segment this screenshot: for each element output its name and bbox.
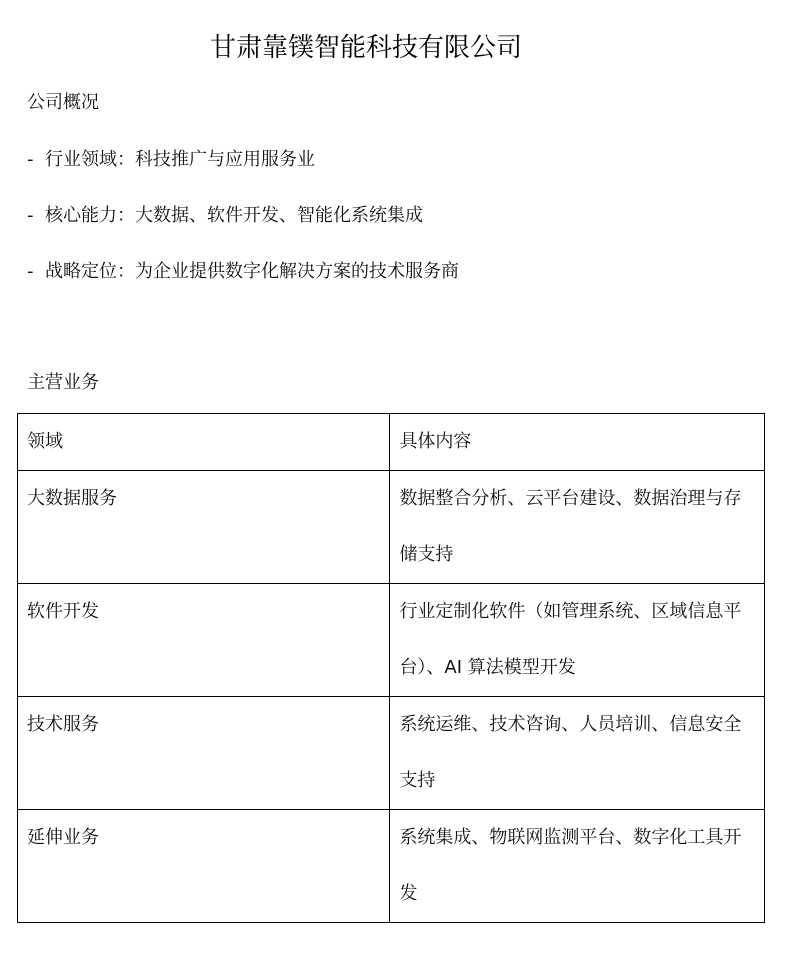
document-title: 甘肃靠镤智能科技有限公司 — [209, 33, 522, 63]
business-table — [17, 413, 765, 923]
overview-item-strategy — [27, 258, 459, 286]
table-cell-domain: 软件开发 — [18, 584, 390, 697]
table-cell-content: 系统集成、物联网监测平台、数字化工具开发 — [390, 810, 765, 923]
table-header-row — [18, 414, 765, 471]
table-cell-domain: 大数据服务 — [18, 471, 390, 584]
column-header-content: 具体内容 — [390, 414, 765, 471]
overview-item-text: 战略定位：为企业提供数字化解决方案的技术服务商 — [45, 261, 459, 282]
overview-item-text: 行业领域：科技推广与应用服务业 — [45, 149, 315, 170]
table-cell-domain: 技术服务 — [18, 697, 390, 810]
table-row — [18, 810, 765, 923]
table-cell-content: 行业定制化软件（如管理系统、区域信息平台）、AI 算法模型开发 — [390, 584, 765, 697]
overview-heading: 公司概况 — [27, 92, 99, 113]
overview-item-industry — [27, 146, 459, 174]
table-row — [18, 471, 765, 584]
table-row — [18, 584, 765, 697]
overview-item-text: 核心能力：大数据、软件开发、智能化系统集成 — [45, 205, 423, 226]
table-cell-domain: 延伸业务 — [18, 810, 390, 923]
column-header-domain: 领域 — [18, 414, 390, 471]
table-cell-content: 系统运维、技术咨询、人员培训、信息安全支持 — [390, 697, 765, 810]
table-row — [18, 697, 765, 810]
table-cell-content: 数据整合分析、云平台建设、数据治理与存储支持 — [390, 471, 765, 584]
bullet-dash: - — [27, 149, 34, 170]
bullet-dash: - — [27, 205, 34, 226]
overview-item-capability — [27, 202, 459, 230]
business-heading: 主营业务 — [27, 372, 99, 393]
overview-list — [27, 146, 459, 314]
bullet-dash: - — [27, 261, 34, 282]
